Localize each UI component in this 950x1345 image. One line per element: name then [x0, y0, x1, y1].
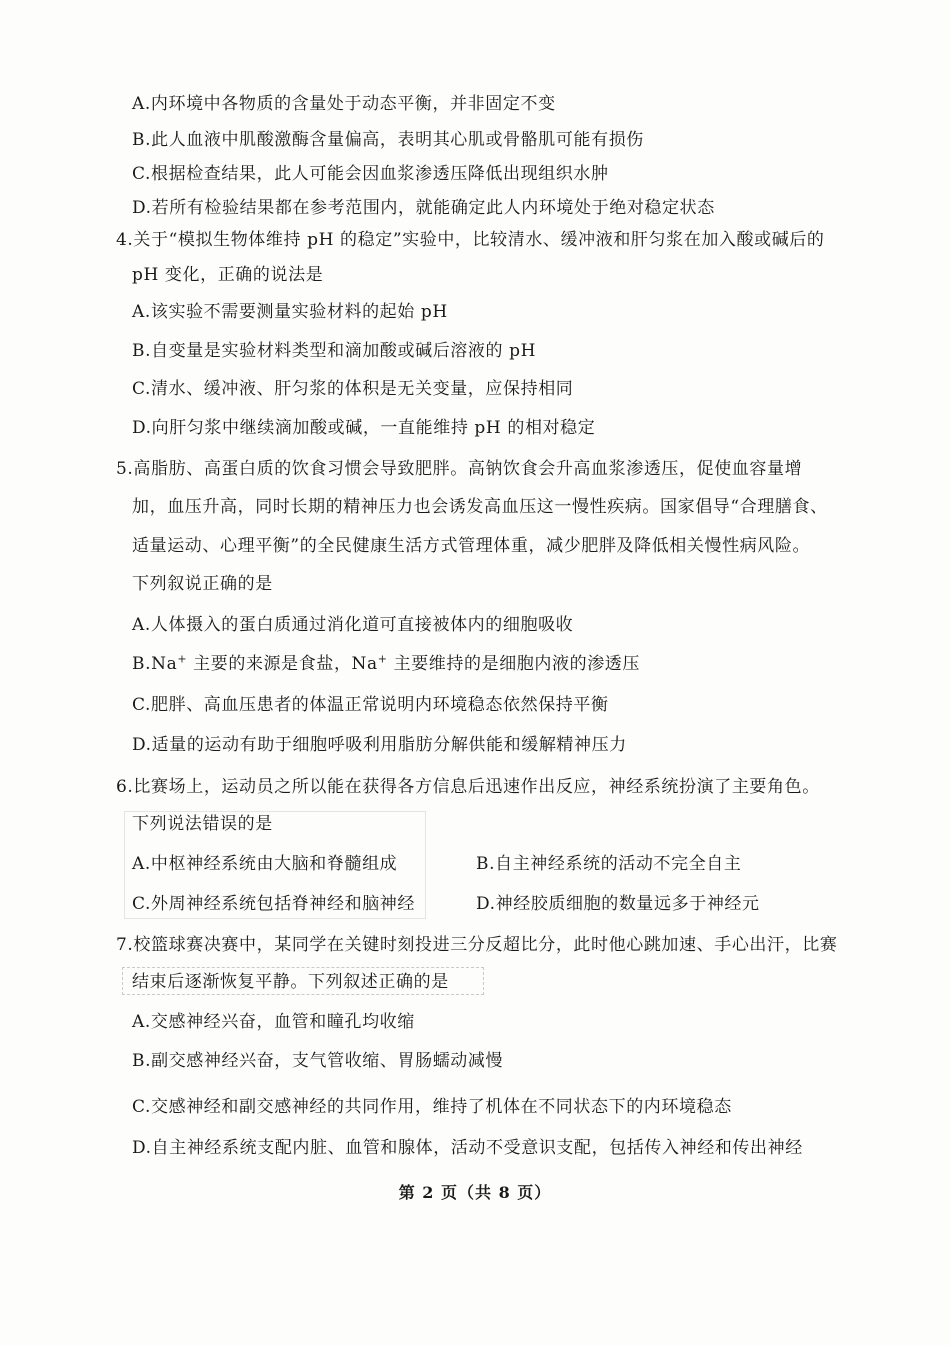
q7-option-a: A.交感神经兴奋，血管和瞳孔均收缩 — [132, 1012, 415, 1032]
q4-option-c: C.清水、缓冲液、肝匀浆的体积是无关变量，应保持相同 — [132, 379, 574, 399]
q5-option-a: A.人体摄入的蛋白质通过消化道可直接被体内的细胞吸收 — [132, 615, 574, 635]
q7-option-d: D.自主神经系统支配内脏、血管和腺体，活动不受意识支配，包括传入神经和传出神经 — [132, 1138, 803, 1158]
q4-stem-line1: 4.关于“模拟生物体维持 pH 的稳定”实验中，比较清水、缓冲液和肝匀浆在加入酸或碱后的 — [116, 230, 825, 250]
sodium-charge-2: + — [377, 652, 388, 666]
q7-stem-line2: 结束后逐渐恢复平静。下列叙述正确的是 — [132, 972, 449, 992]
q3-option-d: D.若所有检验结果都在参考范围内，就能确定此人内环境处于绝对稳定状态 — [132, 198, 715, 218]
q5-stem-line1: 5.高脂肪、高蛋白质的饮食习惯会导致肥胖。高钠饮食会升高血浆渗透压，促使血容量增 — [116, 459, 803, 479]
q6-stem-line2: 下列说法错误的是 — [132, 814, 273, 834]
q4-option-a: A.该实验不需要测量实验材料的起始 pH — [132, 302, 448, 322]
q5-stem-line4: 下列叙说正确的是 — [132, 574, 273, 594]
q6-option-b: B.自主神经系统的活动不完全自主 — [476, 854, 742, 874]
q3-option-c: C.根据检查结果，此人可能会因血浆渗透压降低出现组织水肿 — [132, 164, 609, 184]
q5-stem-line3: 适量运动、心理平衡”的全民健康生活方式管理体重，减少肥胖及降低相关慢性病风险。 — [132, 536, 811, 556]
q5-option-b-part3: 主要维持的是细胞内液的渗透压 — [387, 654, 640, 674]
q6-option-a: A.中枢神经系统由大脑和脊髓组成 — [132, 854, 398, 874]
q4-option-b: B.自变量是实验材料类型和滴加酸或碱后溶液的 pH — [132, 341, 537, 361]
q3-option-b: B.此人血液中肌酸激酶含量偏高，表明其心肌或骨骼肌可能有损伤 — [132, 130, 644, 150]
q4-option-d: D.向肝匀浆中继续滴加酸或碱，一直能维持 pH 的相对稳定 — [132, 418, 596, 438]
q6-option-d: D.神经胶质细胞的数量远多于神经元 — [476, 894, 760, 914]
q7-stem-line1: 7.校篮球赛决赛中，某同学在关键时刻投进三分反超比分，此时他心跳加速、手心出汗，比赛 — [116, 935, 838, 955]
q7-option-c: C.交感神经和副交感神经的共同作用，维持了机体在不同状态下的内环境稳态 — [132, 1097, 732, 1117]
q6-stem-line1: 6.比赛场上，运动员之所以能在获得各方信息后迅速作出反应，神经系统扮演了主要角色。 — [116, 777, 820, 797]
q5-stem-line2: 加，血压升高，同时长期的精神压力也会诱发高血压这一慢性疾病。国家倡导“合理膳食、 — [132, 497, 828, 517]
q5-option-c: C.肥胖、高血压患者的体温正常说明内环境稳态依然保持平衡 — [132, 695, 609, 715]
q7-option-b: B.副交感神经兴奋，支气管收缩、胃肠蠕动减慢 — [132, 1051, 504, 1071]
q5-option-b-part2: 主要的来源是食盐，Na — [187, 654, 378, 674]
sodium-charge-1: + — [177, 652, 188, 666]
q6-option-c: C.外周神经系统包括脊神经和脑神经 — [132, 894, 416, 914]
page-number: 第 2 页（共 8 页） — [398, 1183, 552, 1202]
q5-option-b-part1: B.Na — [132, 654, 178, 674]
q5-option-d: D.适量的运动有助于细胞呼吸利用脂肪分解供能和缓解精神压力 — [132, 735, 627, 755]
q4-stem-line2: pH 变化，正确的说法是 — [132, 265, 324, 285]
q3-option-a: A.内环境中各物质的含量处于动态平衡，并非固定不变 — [132, 94, 556, 114]
q5-option-b — [132, 652, 640, 676]
